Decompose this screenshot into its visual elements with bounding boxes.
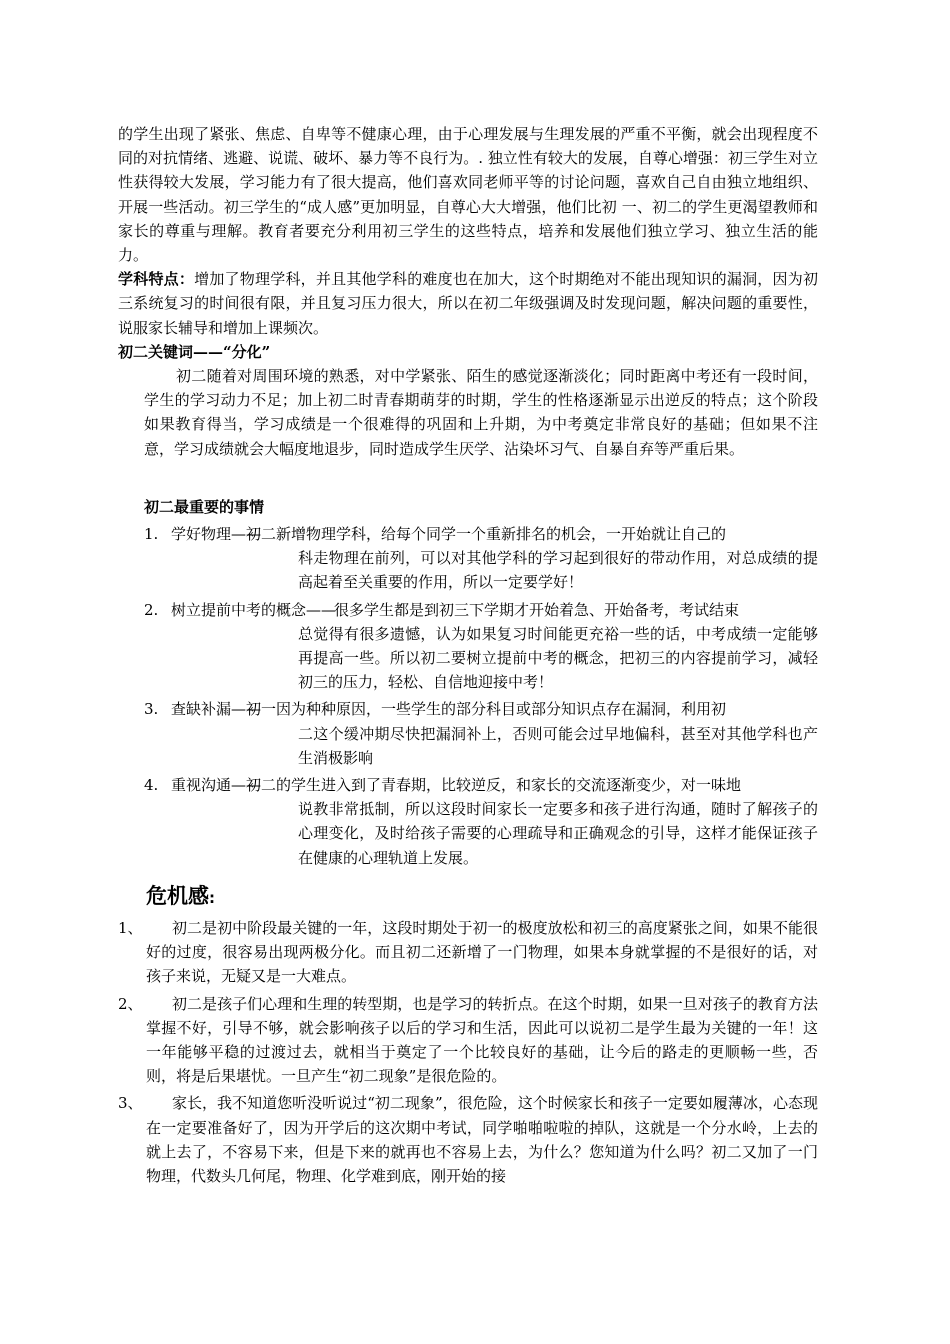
list-item-first-line: 初一因为种种原因，一些学生的部分科目或部分知识点存在漏洞，利用初 <box>246 700 727 719</box>
crisis-item <box>118 992 818 1089</box>
list-item-text: 总觉得有很多遗憾，认为如果复习时间能更充裕一些的话，中考成绩一定能够再提高一些。所以初二要树立提前中考的概念，把初三的内容提前学习，减轻初三的压力，轻松、自信地迎接中考！ <box>298 624 818 692</box>
crisis-item-text: 家长，我不知道您听没听说过“初二现象”，很危险，这个时候家长和孩子一定要如履薄冰，心态现在一定要准备好了，因为开学后的这次期中考试，同学啪啪啦啦的掉队，这就是一个分水岭，上去的就上去了，不容易下来，但是下来的就再也不容易上去，为什么？您知道为什么吗？初二又加了一门物理，代数头几何尾，物理、化学难到底，刚开始的接 <box>146 1094 818 1185</box>
list-item-first-line: 很多学生都是到初三下学期才开始着急、开始备考，考试结束 <box>334 600 740 619</box>
list-item-label: 学好物理—— <box>171 525 262 544</box>
list-item <box>118 697 818 770</box>
crisis-item-number: 2、 <box>118 994 143 1013</box>
crisis-item-number: 3、 <box>118 1094 143 1113</box>
document-page <box>118 122 818 1191</box>
intro-paragraph: 的学生出现了紧张、焦虑、自卑等不健康心理，由于心理发展与生理发展的严重不平衡，就会出现程度不同的对抗情绪、逃避、说谎、破坏、暴力等不良行为。. 独立性有较大的发展，自尊心增强：初三学生对立性获得较大发展，学习能力有了很大提高，他们喜欢同老师平等的讨论问题，喜欢自己自由独立地组织、开展一些活动。初三学生的“成人感”更加明显，自尊心大大增强，他们比初 一、初二的学生更渴望教师和家长的尊重与理解。教育者要充分利用初三学生的这些特点，培养和发展他们独立学习、独立生活的能力。 <box>118 125 818 265</box>
list-item-first-line: 初二的学生进入到了青春期，比较逆反，和家长的交流逐渐变少，对一味地 <box>246 776 742 795</box>
list-item <box>118 773 818 870</box>
crisis-item-text: 初二是孩子们心理和生理的转型期，也是学习的转折点。在这个时期，如果一旦对孩子的教育方法掌握不好，引导不够，就会影响孩子以后的学习和生活，因此可以说初二是学生最为关键的一年！这一年能够平稳的过渡过去，就相当于奠定了一个比较良好的基础，让今后的路走的更顺畅一些，否则，将是后果堪忧。一旦产生“初二现象”是很危险的。 <box>146 994 818 1086</box>
subject-features-text: 增加了物理学科，并且其他学科的难度也在加大，这个时期绝对不能出现知识的漏洞，因为初三系统复习的时间很有限，并且复习压力很大，所以在初二年级强调及时发现问题，解决问题的重要性，说服家长辅导和增加上课频次。 <box>118 270 818 337</box>
crisis-item-number: 1、 <box>118 918 143 937</box>
list-item-label: 树立提前中考的概念—— <box>171 600 337 619</box>
list-item-text: 二这个缓冲期尽快把漏洞补上，否则可能会过早地偏科，甚至对其他学科也产生消极影响 <box>298 724 818 767</box>
list-item-text: 说教非常抵制，所以这段时间家长一定要多和孩子进行沟通，随时了解孩子的心理变化，及时给孩子需要的心理疏导和正确观念的引导，这样才能保证孩子在健康的心理轨道上发展。 <box>298 800 818 867</box>
crisis-item <box>118 916 818 989</box>
keyword-paragraph: 初二随着对周围环境的熟悉，对中学紧张、陌生的感觉逐渐淡化；同时距离中考还有一段时间，学生的学习动力不足；加上初二时青春期萌芽的时期，学生的性格逐渐显示出逆反的特点；这个阶段如果教育得当，学习成绩是一个很难得的巩固和上升期，为中考奠定非常良好的基础；但如果不注意，学习成绩就会大幅度地退步，同时造成学生厌学、沾染坏习气、自暴自弃等严重后果。 <box>144 367 818 458</box>
list-item-number: 1. <box>144 525 159 544</box>
list-item-number: 2. <box>144 600 159 619</box>
list-item <box>118 598 818 695</box>
list-item <box>118 522 818 595</box>
subject-features-paragraph <box>118 267 818 340</box>
crisis-title: 危机感 <box>146 883 209 908</box>
list-item-number: 4. <box>144 776 159 795</box>
keyword-block <box>118 364 818 461</box>
important-heading: 初二最重要的事情 <box>144 497 265 516</box>
crisis-item-text: 初二是初中阶段最关键的一年，这段时期处于初一的极度放松和初三的高度紧张之间，如果不能很好的过度，很容易出现两极分化。而且初二还新增了一门物理，如果本身就掌握的不是很好的话，对孩子来说，无疑又是一大难点。 <box>146 918 818 986</box>
crisis-heading <box>146 882 818 912</box>
list-item-number: 3. <box>144 700 159 719</box>
list-item-label: 重视沟通—— <box>171 776 262 795</box>
crisis-colon: : <box>209 888 215 907</box>
keyword-heading: 初二关键词——“分化” <box>118 342 271 361</box>
subject-features-label: 学科特点： <box>118 270 195 289</box>
crisis-item <box>118 1091 818 1188</box>
list-item-text: 科走物理在前列，可以对其他学科的学习起到很好的带动作用，对总成绩的提高起着至关重要的作用，所以一定要学好！ <box>298 549 818 592</box>
list-item-label: 查缺补漏—— <box>171 700 262 719</box>
list-item-first-line: 初二新增物理学科，给每个同学一个重新排名的机会，一开始就让自己的 <box>246 525 727 544</box>
